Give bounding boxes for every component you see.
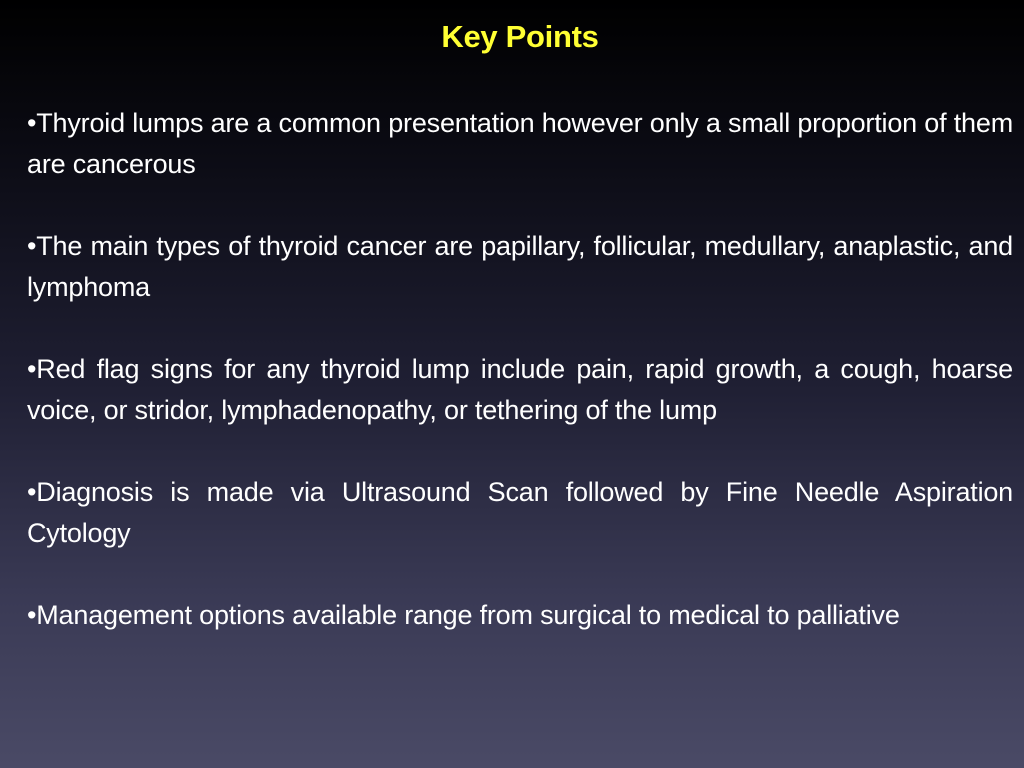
bullet-text: The main types of thyroid cancer are papillary, follicular, medullary, anaplastic, and lymphoma <box>27 231 1013 302</box>
slide-title: Key Points <box>441 19 599 54</box>
bullet-item-cancer-types <box>27 226 1013 308</box>
bullet-marker: • <box>27 354 37 384</box>
bullet-list <box>27 103 1013 677</box>
bullet-item-management <box>27 595 1013 636</box>
bullet-marker: • <box>27 231 37 261</box>
bullet-text: Management options available range from surgical to medical to palliative <box>36 600 900 630</box>
bullet-marker: • <box>27 600 37 630</box>
bullet-text: Thyroid lumps are a common presentation however only a small proportion of them are cancerous <box>27 108 1013 179</box>
bullet-marker: • <box>27 108 37 138</box>
bullet-marker: • <box>27 477 37 507</box>
bullet-text: Red flag signs for any thyroid lump include pain, rapid growth, a cough, hoarse voice, or stridor, lymphadenopathy, or tethering of the lump <box>27 354 1013 425</box>
bullet-text: Diagnosis is made via Ultrasound Scan followed by Fine Needle Aspiration Cytology <box>27 477 1013 548</box>
bullet-item-thyroid-lumps <box>27 103 1013 185</box>
bullet-item-diagnosis <box>27 472 1013 554</box>
bullet-item-red-flags <box>27 349 1013 431</box>
